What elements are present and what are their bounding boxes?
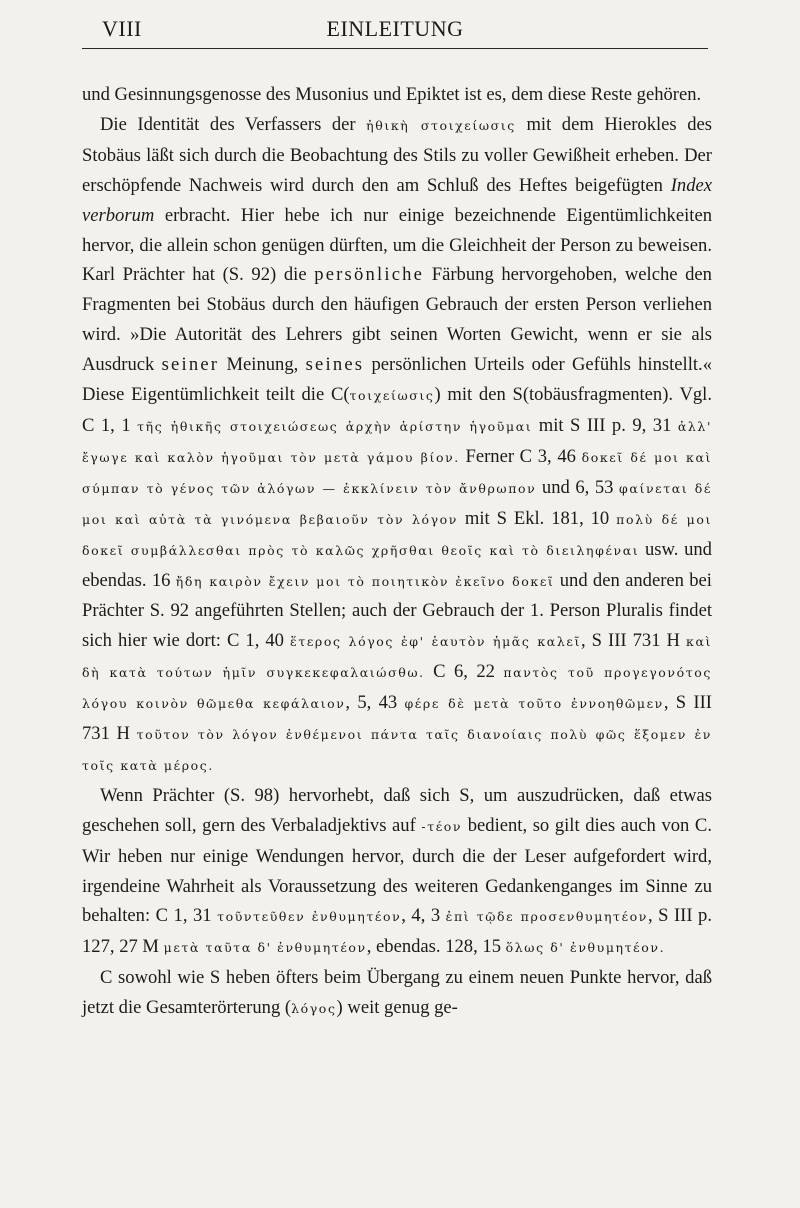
text-run: bedient, so gilt dies auch von C. Wir heben nur einige Wendungen hervor, durch die der Leser aufgefordert wird, irgendeine Wahrheit als Voraussetzung des weiteren Gedankenganges im Sinne zu behalten: C 1, 31 <box>82 814 712 927</box>
greek-phrase: μετὰ ταῦτα δ' ἐνθυμητέον <box>163 940 367 956</box>
text-run: und 6, 53 <box>536 476 620 498</box>
greek-phrase: φαίνεται δέ μοι καὶ αὐτὰ τὰ γινόμενα βεβαιοῦν τὸν λόγον <box>82 480 712 527</box>
text-run: mit S III p. 9, 31 <box>532 414 678 436</box>
chapter-title: EINLEITUNG <box>326 16 464 41</box>
text-run: und Gesinnungsgenosse des Musonius und Epiktet ist es, dem diese Reste gehören. <box>82 84 702 105</box>
greek-phrase: φέρε δὲ μετὰ τοῦτο ἐννοηθῶμεν <box>404 696 664 712</box>
greek-phrase: ὅλως δ' ἐνθυμητέον. <box>505 940 666 956</box>
greek-phrase: ἐπὶ τῷδε προσενθυμητέον <box>445 909 648 925</box>
greek-phrase: τοιχείωσις <box>349 388 435 404</box>
text-run: Färbung hervorgehoben, welche den Fragmenten bei Stobäus durch den häufigen Gebrauch der ersten Person verliehen wird. »Die Autorität des Lehrers gibt seinen Worten Gewicht, wenn er sie als Ausdruck <box>82 264 712 376</box>
greek-phrase: ἤδη καιρὸν ἔχειν μοι τὸ ποιητικὸν ἐκεῖνο δοκεῖ <box>175 573 555 589</box>
greek-phrase: ἀλλ' ἔγωγε καὶ καλὸν ἡγοῦμαι τὸν μετὰ γάμου βίον. <box>82 418 712 465</box>
greek-phrase: τοῦτον τὸν λόγον ἐνθέμενοι πάντα ταῖς διανοίαις πολὺ φῶς ἕξομεν ἐν τοῖς κατὰ μέρος. <box>82 727 712 773</box>
text-run: ) mit den S(tobäusfragmenten). Vgl. C 1, 1 <box>82 384 712 436</box>
text-run: Meinung, <box>219 354 306 376</box>
text-run: usw. und ebendas. 16 <box>82 538 712 591</box>
text-run: , 4, 3 <box>401 905 446 927</box>
greek-phrase: πολὺ δέ μοι δοκεῖ συμβάλλεσθαι πρὸς τὸ καλῶς χρῆσθαι θεοῖς καὶ τὸ διειληφέναι <box>82 511 712 558</box>
page-number: VIII <box>102 16 142 41</box>
paragraph <box>82 80 712 110</box>
text-run: ) weit genug ge- <box>336 997 458 1019</box>
body-text <box>82 80 712 1024</box>
spaced-emphasis: persönliche <box>314 264 425 286</box>
paragraph <box>82 110 712 781</box>
paragraph <box>82 963 712 1024</box>
running-head <box>82 14 708 49</box>
text-run: , 5, 43 <box>345 692 405 714</box>
greek-phrase: δοκεῖ δέ μοι καὶ σύμπαν τὸ γένος τῶν ἀλόγων — ἐκκλίνειν τὸν ἄνθρωπον <box>82 449 713 496</box>
greek-phrase: τῆς ἠθικῆς στοιχειώσεως ἀρχὴν ἀρίστην ἡγοῦμαι <box>137 418 533 434</box>
text-run: mit S Ekl. 181, 10 <box>458 507 617 529</box>
text-run: , S III 731 H <box>82 692 712 745</box>
text-run: Die Identität des Verfassers der <box>100 113 367 135</box>
italic-term: Index verborum <box>82 174 712 226</box>
text-run: , ebendas. 128, 15 <box>366 936 506 958</box>
greek-phrase: λόγος <box>291 1001 337 1017</box>
text-run: C sowohl wie S heben öfters beim Übergang zu einem neuen Punkte hervor, daß jetzt die Gesamterörterung ( <box>82 967 712 1019</box>
greek-phrase: τοῦντεῦθεν ἐνθυμητέον <box>217 909 402 925</box>
text-run: , S III p. 127, 27 M <box>82 905 712 958</box>
spaced-emphasis: seiner <box>161 354 220 376</box>
text-run: erbracht. Hier hebe ich nur einige bezeichnende Eigentümlichkeiten hervor, die allein schon genügen dürften, um die Gleichheit der Person zu beweisen. Karl Prächter hat (S. 92) die <box>82 204 712 286</box>
text-run: , S III 731 H <box>580 630 687 652</box>
text-run: persönlichen Urteils oder Gefühls hinstellt.« Diese Eigentümlichkeit teilt die C( <box>82 354 712 406</box>
greek-phrase: -τέον <box>421 818 463 834</box>
greek-phrase: ἠθικὴ στοιχείωσις <box>366 117 516 133</box>
greek-phrase: καὶ δὴ κατὰ τούτων ἡμῖν συγκεκεφαλαιώσθω. <box>82 634 712 681</box>
greek-phrase: παντὸς τοῦ προγεγονότος λόγου κοινὸν θῶμεθα κεφάλαιον <box>82 665 712 712</box>
greek-phrase: ἕτερος λόγος ἐφ' ἑαυτὸν ἡμᾶς καλεῖ <box>290 634 581 650</box>
spaced-emphasis: seines <box>305 354 365 376</box>
text-run: C 6, 22 <box>424 661 504 683</box>
text-run: Ferner C 3, 46 <box>459 445 582 467</box>
paragraph <box>82 781 712 963</box>
text-run: Wenn Prächter (S. 98) hervorhebt, daß sich S, um auszudrücken, daß etwas geschehen soll, gern des Verbaladjektivs auf <box>82 784 712 836</box>
text-run: mit dem Hierokles des Stobäus läßt sich durch die Beobachtung des Stils zu voller Gewißheit erheben. Der erschöpfende Nachweis wird durch den am Schluß des Heftes beigefügten <box>82 113 712 196</box>
text-run: und den anderen bei Prächter S. 92 angeführten Stellen; auch der Gebrauch der 1. Person Pluralis findet sich hier wie dort: C 1, 40 <box>82 569 712 652</box>
